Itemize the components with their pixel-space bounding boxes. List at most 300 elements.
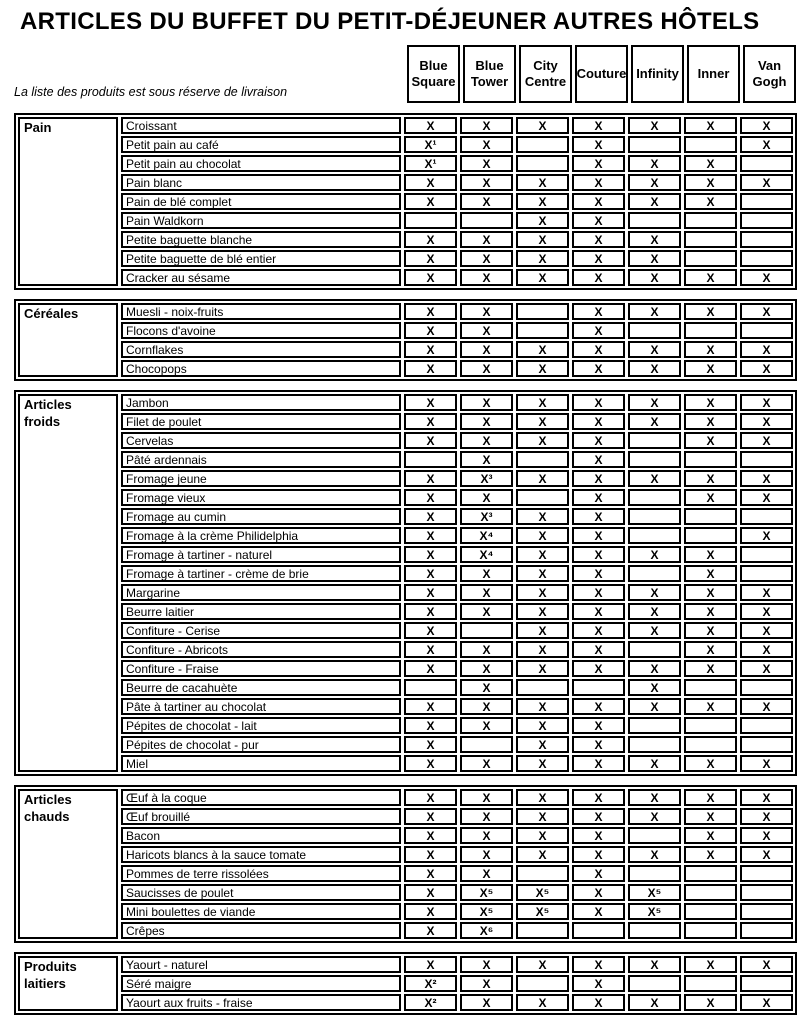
- mark-cell: X: [572, 736, 625, 753]
- mark-cell: X: [740, 603, 793, 620]
- mark-cell: X: [740, 269, 793, 286]
- mark-cell: X: [516, 622, 569, 639]
- mark-cell: X: [684, 846, 737, 863]
- mark-cell: X: [572, 489, 625, 506]
- mark-cell: X: [404, 231, 457, 248]
- mark-cell: X: [516, 994, 569, 1011]
- mark-cell: X: [460, 846, 513, 863]
- mark-cell: X⁵: [628, 903, 681, 920]
- mark-cell: X²: [404, 975, 457, 992]
- mark-cell: X: [460, 827, 513, 844]
- delivery-disclaimer: La liste des produits est sous réserve de livraison: [14, 85, 288, 99]
- mark-cell: X⁵: [460, 884, 513, 901]
- item-cell: Mini boulettes de viande: [121, 903, 401, 920]
- mark-cell: X: [404, 603, 457, 620]
- mark-cell: X: [684, 565, 737, 582]
- item-cell: Filet de poulet: [121, 413, 401, 430]
- item-cell: Pépites de chocolat - lait: [121, 717, 401, 734]
- mark-cell: X: [684, 394, 737, 411]
- mark-cell: X: [572, 451, 625, 468]
- mark-cell: [628, 717, 681, 734]
- mark-cell: X⁵: [516, 884, 569, 901]
- mark-cell: X: [516, 212, 569, 229]
- mark-cell: X: [628, 117, 681, 134]
- mark-cell: X: [572, 413, 625, 430]
- mark-cell: [572, 679, 625, 696]
- mark-cell: X: [740, 808, 793, 825]
- table-header-row: [0, 45, 812, 103]
- mark-cell: X: [572, 432, 625, 449]
- mark-cell: [684, 679, 737, 696]
- mark-cell: [740, 250, 793, 267]
- mark-cell: X: [516, 527, 569, 544]
- mark-cell: X: [740, 341, 793, 358]
- mark-cell: X: [460, 394, 513, 411]
- mark-cell: X: [628, 231, 681, 248]
- mark-cell: X: [572, 155, 625, 172]
- mark-cell: X¹: [404, 155, 457, 172]
- mark-cell: X: [516, 565, 569, 582]
- mark-cell: [740, 717, 793, 734]
- mark-cell: [628, 322, 681, 339]
- mark-cell: [740, 975, 793, 992]
- mark-cell: X⁵: [460, 903, 513, 920]
- mark-cell: X: [404, 250, 457, 267]
- mark-cell: X: [516, 394, 569, 411]
- mark-cell: X: [740, 827, 793, 844]
- mark-cell: [516, 865, 569, 882]
- mark-cell: X: [404, 584, 457, 601]
- mark-cell: [516, 922, 569, 939]
- mark-cell: X: [404, 698, 457, 715]
- mark-cell: X: [684, 174, 737, 191]
- mark-cell: [684, 736, 737, 753]
- mark-cell: X: [684, 789, 737, 806]
- mark-cell: X: [740, 994, 793, 1011]
- mark-cell: [628, 827, 681, 844]
- mark-cell: X: [404, 789, 457, 806]
- mark-cell: X: [628, 193, 681, 210]
- mark-cell: X: [460, 341, 513, 358]
- mark-cell: X: [628, 341, 681, 358]
- mark-cell: X: [628, 360, 681, 377]
- mark-cell: X: [572, 212, 625, 229]
- mark-cell: X: [404, 174, 457, 191]
- mark-cell: [684, 451, 737, 468]
- mark-cell: X: [404, 717, 457, 734]
- mark-cell: X: [460, 155, 513, 172]
- mark-cell: X: [404, 622, 457, 639]
- mark-cell: X: [572, 622, 625, 639]
- mark-cell: X: [628, 546, 681, 563]
- mark-cell: X: [684, 303, 737, 320]
- mark-cell: X: [740, 360, 793, 377]
- mark-cell: X: [516, 846, 569, 863]
- mark-cell: [684, 903, 737, 920]
- mark-cell: X: [516, 808, 569, 825]
- item-cell: Miel: [121, 755, 401, 772]
- mark-cell: X: [460, 808, 513, 825]
- mark-cell: X: [460, 975, 513, 992]
- item-cell: Fromage vieux: [121, 489, 401, 506]
- mark-cell: X: [572, 641, 625, 658]
- mark-cell: X: [404, 322, 457, 339]
- mark-cell: X: [572, 827, 625, 844]
- mark-cell: X: [404, 508, 457, 525]
- mark-cell: [740, 508, 793, 525]
- mark-cell: X: [684, 755, 737, 772]
- category-cell: Pain: [18, 117, 118, 286]
- mark-cell: X: [740, 489, 793, 506]
- mark-cell: X: [628, 846, 681, 863]
- mark-cell: X: [628, 660, 681, 677]
- mark-cell: X: [628, 584, 681, 601]
- mark-cell: [628, 489, 681, 506]
- item-cell: Fromage à tartiner - crème de brie: [121, 565, 401, 582]
- category-cell: Articles chauds: [18, 789, 118, 939]
- mark-cell: [628, 508, 681, 525]
- mark-cell: X: [740, 303, 793, 320]
- mark-cell: [572, 922, 625, 939]
- mark-cell: X: [572, 717, 625, 734]
- mark-cell: X: [460, 193, 513, 210]
- item-cell: Croissant: [121, 117, 401, 134]
- mark-cell: X: [516, 546, 569, 563]
- mark-cell: X: [684, 956, 737, 973]
- mark-cell: X: [572, 394, 625, 411]
- item-cell: Fromage au cumin: [121, 508, 401, 525]
- item-cell: Pain blanc: [121, 174, 401, 191]
- mark-cell: X: [516, 584, 569, 601]
- mark-cell: X: [628, 622, 681, 639]
- mark-cell: X: [460, 413, 513, 430]
- mark-cell: X: [516, 231, 569, 248]
- mark-cell: [740, 451, 793, 468]
- mark-cell: X: [684, 808, 737, 825]
- item-cell: Saucisses de poulet: [121, 884, 401, 901]
- item-cell: Pâte à tartiner au chocolat: [121, 698, 401, 715]
- mark-cell: [740, 922, 793, 939]
- mark-cell: [628, 527, 681, 544]
- mark-cell: [628, 565, 681, 582]
- mark-cell: X: [404, 269, 457, 286]
- mark-cell: X²: [404, 994, 457, 1011]
- item-cell: Bacon: [121, 827, 401, 844]
- mark-cell: X: [404, 413, 457, 430]
- item-cell: Pépites de chocolat - pur: [121, 736, 401, 753]
- mark-cell: X: [740, 698, 793, 715]
- category-cell: Articles froids: [18, 394, 118, 772]
- mark-cell: X: [516, 413, 569, 430]
- mark-cell: X: [740, 117, 793, 134]
- mark-cell: X: [628, 394, 681, 411]
- mark-cell: X: [516, 736, 569, 753]
- mark-cell: X: [740, 641, 793, 658]
- mark-cell: X: [516, 250, 569, 267]
- mark-cell: X: [404, 360, 457, 377]
- mark-cell: X: [684, 641, 737, 658]
- mark-cell: X: [572, 250, 625, 267]
- mark-cell: X: [740, 755, 793, 772]
- item-cell: Pain Waldkorn: [121, 212, 401, 229]
- mark-cell: [740, 865, 793, 882]
- mark-cell: [740, 212, 793, 229]
- mark-cell: [684, 975, 737, 992]
- mark-cell: X: [628, 808, 681, 825]
- mark-cell: X: [460, 117, 513, 134]
- hotel-header-inner: Inner: [687, 45, 740, 103]
- item-cell: Muesli - noix-fruits: [121, 303, 401, 320]
- mark-cell: X: [628, 994, 681, 1011]
- mark-cell: X: [572, 527, 625, 544]
- mark-cell: [740, 565, 793, 582]
- mark-cell: X: [628, 603, 681, 620]
- category-cell: Céréales: [18, 303, 118, 377]
- mark-cell: X: [460, 489, 513, 506]
- mark-cell: X: [516, 789, 569, 806]
- mark-cell: [460, 736, 513, 753]
- category-cell: Produits laitiers: [18, 956, 118, 1011]
- mark-cell: X: [404, 827, 457, 844]
- mark-cell: X: [460, 231, 513, 248]
- mark-cell: [628, 922, 681, 939]
- mark-cell: X: [740, 394, 793, 411]
- mark-cell: [740, 231, 793, 248]
- item-cell: Petit pain au chocolat: [121, 155, 401, 172]
- mark-cell: X: [628, 956, 681, 973]
- mark-cell: X: [572, 789, 625, 806]
- mark-cell: X: [572, 755, 625, 772]
- mark-cell: X: [460, 956, 513, 973]
- mark-cell: X: [404, 641, 457, 658]
- mark-cell: X: [572, 174, 625, 191]
- mark-cell: X: [460, 269, 513, 286]
- item-cell: Petite baguette de blé entier: [121, 250, 401, 267]
- item-cell: Petit pain au café: [121, 136, 401, 153]
- mark-cell: X: [460, 717, 513, 734]
- mark-cell: [740, 884, 793, 901]
- mark-cell: X: [460, 679, 513, 696]
- mark-cell: X: [516, 470, 569, 487]
- mark-cell: X: [404, 736, 457, 753]
- hotel-header-van-gogh: Van Gogh: [743, 45, 796, 103]
- mark-cell: X: [740, 789, 793, 806]
- mark-cell: X: [684, 269, 737, 286]
- mark-cell: X: [740, 660, 793, 677]
- mark-cell: X: [740, 584, 793, 601]
- section-pain: [14, 113, 797, 290]
- section-articles-froids: [14, 390, 797, 776]
- mark-cell: X: [572, 603, 625, 620]
- mark-cell: [516, 679, 569, 696]
- mark-cell: [404, 679, 457, 696]
- mark-cell: [684, 250, 737, 267]
- mark-cell: X³: [460, 508, 513, 525]
- item-cell: Chocopops: [121, 360, 401, 377]
- item-cell: Beurre de cacahuète: [121, 679, 401, 696]
- mark-cell: X: [460, 603, 513, 620]
- mark-cell: X: [460, 250, 513, 267]
- item-cell: Yaourt - naturel: [121, 956, 401, 973]
- item-cell: Séré maigre: [121, 975, 401, 992]
- item-cell: Margarine: [121, 584, 401, 601]
- mark-cell: X: [404, 755, 457, 772]
- mark-cell: X: [460, 660, 513, 677]
- mark-cell: X: [684, 432, 737, 449]
- item-cell: Jambon: [121, 394, 401, 411]
- item-cell: Œuf brouillé: [121, 808, 401, 825]
- mark-cell: X: [628, 174, 681, 191]
- mark-cell: X: [404, 846, 457, 863]
- mark-cell: [684, 865, 737, 882]
- item-cell: Crêpes: [121, 922, 401, 939]
- mark-cell: X: [572, 846, 625, 863]
- mark-cell: X: [628, 470, 681, 487]
- mark-cell: X: [516, 117, 569, 134]
- mark-cell: X: [572, 565, 625, 582]
- mark-cell: X: [516, 956, 569, 973]
- mark-cell: X: [628, 698, 681, 715]
- mark-cell: X: [684, 546, 737, 563]
- mark-cell: [628, 212, 681, 229]
- mark-cell: X: [404, 527, 457, 544]
- mark-cell: [684, 717, 737, 734]
- mark-cell: X: [460, 584, 513, 601]
- mark-cell: X: [516, 174, 569, 191]
- mark-cell: X: [516, 755, 569, 772]
- mark-cell: X: [572, 322, 625, 339]
- mark-cell: X: [460, 360, 513, 377]
- mark-cell: X: [572, 231, 625, 248]
- mark-cell: X: [516, 717, 569, 734]
- mark-cell: X: [404, 117, 457, 134]
- mark-cell: X: [572, 269, 625, 286]
- mark-cell: X: [460, 303, 513, 320]
- mark-cell: X: [404, 922, 457, 939]
- mark-cell: [516, 136, 569, 153]
- mark-cell: X: [740, 622, 793, 639]
- mark-cell: X: [460, 432, 513, 449]
- mark-cell: X: [684, 341, 737, 358]
- mark-cell: X: [404, 394, 457, 411]
- mark-cell: X: [516, 698, 569, 715]
- mark-cell: X: [628, 303, 681, 320]
- mark-cell: X: [684, 698, 737, 715]
- mark-cell: X: [684, 193, 737, 210]
- mark-cell: X: [684, 489, 737, 506]
- mark-cell: X: [572, 956, 625, 973]
- mark-cell: X: [628, 413, 681, 430]
- mark-cell: X³: [460, 470, 513, 487]
- mark-cell: X: [572, 136, 625, 153]
- section-cereales: [14, 299, 797, 381]
- mark-cell: X: [684, 117, 737, 134]
- item-cell: Fromage à la crème Philidelphia: [121, 527, 401, 544]
- page-title: ARTICLES DU BUFFET DU PETIT-DÉJEUNER AUTRES HÔTELS: [20, 8, 760, 35]
- mark-cell: X: [684, 660, 737, 677]
- mark-cell: [460, 622, 513, 639]
- item-cell: Cracker au sésame: [121, 269, 401, 286]
- mark-cell: X: [516, 660, 569, 677]
- mark-cell: [684, 231, 737, 248]
- mark-cell: X: [740, 956, 793, 973]
- mark-cell: X: [740, 136, 793, 153]
- mark-cell: X: [516, 603, 569, 620]
- mark-cell: X: [404, 489, 457, 506]
- mark-cell: [404, 451, 457, 468]
- mark-cell: X: [572, 117, 625, 134]
- mark-cell: X: [404, 808, 457, 825]
- mark-cell: X: [460, 322, 513, 339]
- item-cell: Confiture - Fraise: [121, 660, 401, 677]
- item-cell: Yaourt aux fruits - fraise: [121, 994, 401, 1011]
- mark-cell: X: [516, 193, 569, 210]
- mark-cell: [684, 136, 737, 153]
- mark-cell: X: [572, 975, 625, 992]
- mark-cell: [684, 884, 737, 901]
- hotel-header-blue-tower: Blue Tower: [463, 45, 516, 103]
- item-cell: Pommes de terre rissolées: [121, 865, 401, 882]
- mark-cell: [740, 155, 793, 172]
- mark-cell: X: [628, 269, 681, 286]
- mark-cell: X: [460, 755, 513, 772]
- mark-cell: X: [572, 698, 625, 715]
- mark-cell: X: [516, 641, 569, 658]
- mark-cell: X: [460, 865, 513, 882]
- mark-cell: X: [516, 360, 569, 377]
- mark-cell: X⁶: [460, 922, 513, 939]
- section-produits-laitiers: [14, 952, 797, 1015]
- mark-cell: X: [404, 903, 457, 920]
- mark-cell: X: [404, 546, 457, 563]
- mark-cell: X: [404, 660, 457, 677]
- mark-cell: X: [572, 865, 625, 882]
- mark-cell: X: [404, 884, 457, 901]
- mark-cell: [684, 922, 737, 939]
- mark-cell: [516, 303, 569, 320]
- mark-cell: X: [460, 565, 513, 582]
- mark-cell: X: [404, 303, 457, 320]
- mark-cell: X: [404, 193, 457, 210]
- item-cell: Fromage jeune: [121, 470, 401, 487]
- mark-cell: X: [460, 994, 513, 1011]
- mark-cell: X: [684, 155, 737, 172]
- item-cell: Petite baguette blanche: [121, 231, 401, 248]
- hotel-column-headers: [407, 45, 796, 103]
- mark-cell: X: [572, 193, 625, 210]
- mark-cell: [684, 527, 737, 544]
- mark-cell: X: [684, 827, 737, 844]
- mark-cell: [516, 322, 569, 339]
- mark-cell: X: [404, 956, 457, 973]
- mark-cell: X: [516, 269, 569, 286]
- mark-cell: X: [572, 470, 625, 487]
- mark-cell: X: [572, 546, 625, 563]
- mark-cell: X⁵: [628, 884, 681, 901]
- mark-cell: X: [460, 789, 513, 806]
- mark-cell: [740, 903, 793, 920]
- mark-cell: [628, 451, 681, 468]
- mark-cell: X: [572, 303, 625, 320]
- mark-cell: [628, 736, 681, 753]
- mark-cell: [516, 451, 569, 468]
- mark-cell: X: [628, 679, 681, 696]
- mark-cell: X: [684, 470, 737, 487]
- mark-cell: X: [572, 808, 625, 825]
- mark-cell: X⁴: [460, 527, 513, 544]
- item-cell: Pâté ardennais: [121, 451, 401, 468]
- mark-cell: X: [740, 174, 793, 191]
